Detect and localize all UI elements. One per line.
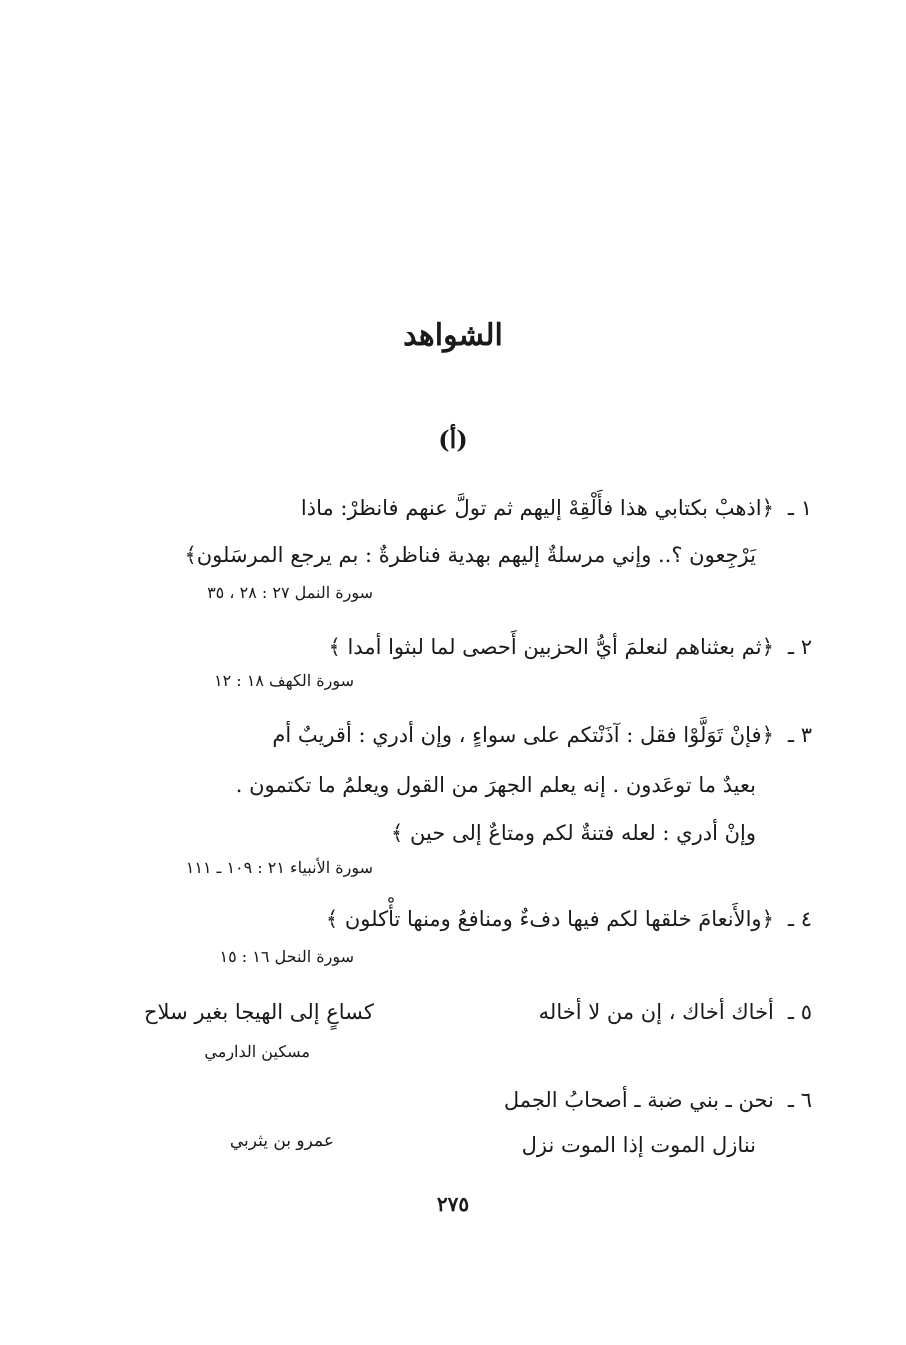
page-title: الشواهد [403, 318, 503, 353]
quran-text: ﴿اذهبْ بكتابي هذا فأَلْقِهْ إليهم ثم تولَّ عنهم فانظرْ: ماذا [300, 496, 774, 520]
item-1-line-2 [184, 540, 756, 570]
section-label: (أ) [438, 425, 468, 454]
quran-text: وإنْ أدري : لعله فتنةٌ لكم ومتاعٌ إلى حين ﴾ [391, 821, 756, 845]
item-3-line-2 [236, 770, 756, 800]
item-1-line-1 [301, 493, 812, 523]
item-4-source: سورة النحل ١٦ : ١٥ [219, 947, 354, 966]
item-number: ٤ ـ [787, 907, 812, 931]
poem-text: نحن ـ بني ضبة ـ أصحابُ الجمل [503, 1088, 774, 1112]
quran-text: ﴿ثم بعثناهم لنعلمَ أيُّ الحزبين أَحصى لما لبثوا أمدا ﴾ [328, 635, 774, 659]
item-3-line-3 [391, 818, 756, 848]
item-number: ١ ـ [787, 496, 812, 520]
item-3-line-1 [272, 720, 812, 750]
quran-text: بعيدٌ ما توعَدون . إنه يعلم الجهرَ من القول ويعلمُ ما تكتمون . [235, 773, 756, 797]
verse-6-line-1 [504, 1085, 812, 1115]
item-number: ٦ ـ [787, 1088, 812, 1112]
item-1-source: سورة النمل ٢٧ : ٢٨ ، ٣٥ [207, 583, 373, 602]
item-3-source: سورة الأنبياء ٢١ : ١٠٩ ـ ١١١ [185, 858, 373, 877]
item-2-line-1 [329, 632, 813, 662]
quran-text: ﴿والأَنعامَ خلقها لكم فيها دفءٌ ومنافعُ ومنها تأْكلون ﴾ [325, 907, 774, 931]
item-number: ٥ ـ [787, 1000, 812, 1024]
poem-text: أخاك أخاك ، إن من لا أخاله [538, 1000, 774, 1024]
item-4-line-1 [326, 904, 812, 934]
verse-6-line-2: ننازل الموت إذا الموت نزل [521, 1133, 756, 1157]
page-number: ٢٧٥ [436, 1192, 470, 1216]
verse-6-poet: عمرو بن يثربي [229, 1131, 334, 1151]
item-2-source: سورة الكهف ١٨ : ١٢ [214, 671, 354, 690]
item-number: ٢ ـ [787, 635, 812, 659]
quran-text: ﴿فإنْ تَوَلَّوْا فقل : آذَنْتكم على سواءٍ ، وإن أدري : أقريبٌ أم [272, 723, 774, 747]
verse-5-hemistich-1 [539, 997, 812, 1027]
verse-5-poet: مسكين الدارمي [204, 1042, 310, 1061]
verse-5-hemistich-2: كساعٍ إلى الهيجا بغير سلاح [144, 1000, 374, 1024]
quran-text: يَرْجِعون ؟.. وإني مرسلةٌ إليهم بهدية فناظرةٌ : بم يرجع المرسَلون﴾ [184, 543, 756, 567]
item-number: ٣ ـ [787, 723, 812, 747]
